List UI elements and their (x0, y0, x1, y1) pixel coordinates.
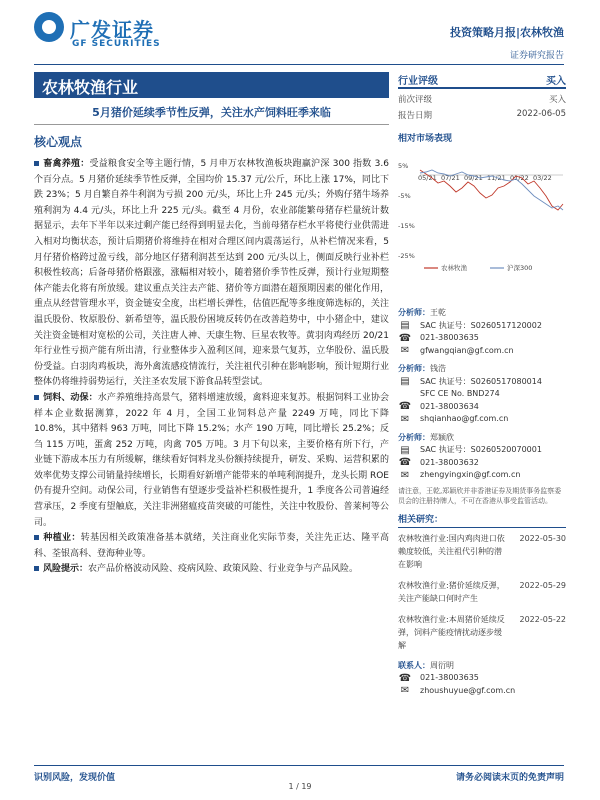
section-text: 水产养殖维持高景气，猪料增速放缓，禽料迎来复苏。根据饲料工业协会样本企业数据测算，2022 年 4 月，全国工业饲料总产量 2249 万吨，同比下降 10.8%，其中猪料 963 万吨，同比下降 15.2%；水产 190 万吨，同比增长 25.2%；反刍 115 万吨，蛋禽 252 万吨，肉禽 705 万吨。3 月下旬以来，主要价格有所下行，产业链下游成本压力有所缓解，继续看好饲料龙头份额持续提升，研发、采购、运营积累的效率优势支撑公司销量持续增长，长期看好新增产能带来的单吨利润提升，龙头长期 ROE 仍有提升空间。动保公司，行业销售有望逐步受益补栏积极性提升，1 季度各公司普遍经营承压，2 季度有望触底，关注非洲猪瘟疫苗突破的可能性，关注中牧股份、普莱柯等公司。 (34, 392, 389, 528)
analyst-cert-row (398, 320, 566, 333)
contact-label: 联系人： (398, 660, 430, 670)
footer-divider (34, 765, 564, 766)
legend-label: 沪深300 (507, 264, 533, 272)
sidebar (398, 72, 566, 697)
prev-rating-row (398, 89, 566, 105)
section-text: 转基因相关政策准备基本就绪，关注商业化实际节奏，关注先正达、隆平高科、荃银高科、登海种业等。 (34, 533, 389, 559)
analyst-email[interactable]: gfwangqian@gf.com.cn (420, 345, 514, 355)
mail-icon: ✉ (400, 413, 410, 425)
analyst-name: 钱浩 (430, 364, 446, 373)
analyst-cert-row (398, 444, 566, 457)
section-feed (34, 391, 389, 531)
title-divider (34, 124, 389, 125)
contact-phone: 021-38003635 (420, 673, 479, 682)
analyst-name: 郑颖欣 (430, 432, 454, 442)
analyst-sfc-row (398, 388, 566, 401)
analyst-phone-row (398, 401, 566, 414)
related-title: 相关研究： (398, 512, 566, 528)
related-text: 农林牧渔行业:国内鸡肉进口依赖度较低，关注祖代引种的潜在影响 (398, 533, 505, 569)
footer-slogan: 识别风险，发现价值 (34, 773, 116, 783)
related-item[interactable] (398, 532, 566, 571)
related-date: 2022-05-30 (519, 533, 566, 543)
analyst-name: 王乾 (430, 308, 446, 317)
phone-icon: ☎ (398, 332, 412, 344)
report-date-label: 报告日期 (398, 111, 433, 121)
analyst-phone: 021-38003634 (420, 401, 479, 411)
mail-icon: ✉ (400, 345, 410, 357)
x-tick-label: 07/21 (441, 174, 460, 182)
market-chart-title: 相对市场表现 (398, 134, 453, 144)
related-date: 2022-05-29 (519, 580, 566, 590)
prev-rating-label: 前次评级 (398, 95, 433, 105)
section-lead: 风险提示： (43, 564, 89, 575)
body-text (34, 157, 389, 578)
bullet-icon (34, 535, 39, 540)
analyst-email-row (398, 345, 566, 358)
report-date-row (398, 105, 566, 121)
analyst-cert: SAC 执证号：S0260520070001 (420, 445, 542, 454)
analyst-phone: 021-38003635 (420, 333, 479, 342)
report-type: 投资策略月报|农林牧渔 (449, 26, 564, 39)
analyst-cert-row (398, 376, 566, 389)
bullet-icon (34, 566, 39, 571)
contact-email[interactable]: zhoushuyue@gf.com.cn (420, 685, 516, 695)
analyst-email-row (398, 469, 566, 482)
market-chart (398, 148, 566, 273)
y-tick-label: -5% (398, 192, 411, 200)
analyst-name-row (398, 432, 566, 445)
analyst-label: 分析师： (398, 432, 430, 442)
section-lead: 种植业： (43, 533, 81, 544)
bullet-icon (34, 395, 39, 400)
analyst-cert: SAC 执证号：S0260517120002 (420, 320, 542, 330)
related-date: 2022-05-22 (519, 614, 566, 624)
analyst-email-row (398, 413, 566, 426)
section-text: 农产品价格波动风险、疫病风险、政策风险、行业竞争与产品风险。 (88, 564, 359, 575)
contact-name: 周衍明 (430, 660, 454, 670)
analyst-block (398, 307, 566, 482)
id-card-icon: ▤ (400, 376, 410, 388)
logo-text: 广发证券 (70, 18, 154, 42)
related-text: 农林牧渔行业:猪价延续反弹，关注产能缺口何时产生 (398, 580, 505, 603)
analyst-label: 分析师： (398, 308, 430, 317)
contact-name-row (398, 660, 566, 673)
x-tick-label: 09/21 (464, 174, 483, 182)
section-risk (34, 562, 389, 578)
related-item[interactable] (398, 613, 566, 652)
y-tick-label: -15% (398, 222, 415, 230)
phone-icon: ☎ (398, 672, 412, 684)
analyst-sfc: SFC CE No. BND274 (420, 389, 500, 398)
related-item[interactable] (398, 579, 566, 605)
page-subtitle: 5月猪价延续季节性反弹，关注水产饲料旺季来临 (92, 106, 331, 119)
report-date-value: 2022-06-05 (516, 109, 566, 119)
section-lead: 饲料、动保： (43, 392, 98, 403)
analyst-phone-row (398, 457, 566, 470)
analyst-cert: SAC 执证号：S0260517080014 (420, 376, 542, 386)
rating-label: 行业评级 (398, 76, 438, 87)
section-planting (34, 531, 389, 562)
y-tick-label: 5% (398, 162, 409, 170)
header-divider (34, 64, 564, 65)
section-text: 受益粮食安全等主题行情，5 月申万农林牧渔板块跑赢沪深 300 指数 3.6 个百分点。5 月猪价延续季节性反弹，全国均价 15.37 元/公斤，环比上涨 17%，同比下跌 23%；5 月自繁自养牛利润为亏损 200 元/头，环比上升 245 元/头；外购仔猪牛场养殖利润为 4.4 元/头，环比上升 225 元/头。截至 4 月份，农业部能繁母猪存栏量统计数据显示，去年下半年以来过剩产能已经得到明显去化，当前母猪存栏水平将使行业供需进入相对均衡状态，预计后期猪价将维持在相对合理区间内震荡运行，从补栏情况来看，5 月仔猪价格跨过盈亏线，部分地区仔猪利润甚至达到 200 元/头以上，侧面反映行业补栏积极性较高；后备母猪价格跟涨，涨幅相对较小，随着猪价季节性反弹，预计行业短期整体产能去化将有所放缓。建议重点关注去产能、猪价等方面潜在超预期因素的催化作用，重点从经营管理水平，资金链安全度，出栏增长弹性，估值匹配等多维度筛选标的，关注温氏股份、牧原股份、新希望等，温氏股份困境反转仍在改善趋势中，中小猪企中，建议关注资金链相对宽松的公司，关注唐人神、天康生物、巨星农牧等。黄羽肉鸡经历 20/21 年行业性亏损产能有所出清，行业整体步入盈利区间，迎来景气复苏，立华股份、温氏股份受益。白羽肉鸡板块，海外禽流感疫情流行，关注祖代引种在影响影响，预计短期行业整体仍将维持弱势运行，关注圣农发展下游食品转型尝试。 (34, 159, 389, 388)
mail-icon: ✉ (400, 469, 410, 481)
core-view-heading: 核心观点 (34, 135, 83, 149)
logo-icon (34, 12, 64, 42)
bullet-icon (34, 161, 39, 166)
x-tick-label: 03/22 (533, 174, 552, 182)
report-sub: 证券研究报告 (509, 51, 564, 61)
contact-block (398, 660, 566, 698)
related-research (398, 512, 566, 652)
disclaimer: 请注意，王乾,郑颖欣并非香港证券及期货事务监察委员会的注册持牌人，不可在香港从事受监管活动。 (398, 486, 562, 505)
x-tick-label: 11/21 (487, 174, 506, 182)
logo-subtext: GF SECURITIES (72, 39, 161, 49)
legend-label: 农林牧渔 (441, 264, 467, 272)
analyst-label: 分析师： (398, 364, 430, 373)
analyst-name-row (398, 363, 566, 376)
analyst-email[interactable]: zhengyingxin@gf.com.cn (420, 470, 521, 479)
phone-icon: ☎ (398, 457, 412, 469)
analyst-phone-row (398, 332, 566, 345)
rating-value: 买入 (546, 76, 566, 87)
x-tick-label: 05/21 (418, 174, 437, 182)
contact-phone-row (398, 672, 566, 685)
rating-header (398, 72, 566, 89)
contact-email-row (398, 685, 566, 698)
prev-rating-value: 买入 (548, 95, 566, 105)
id-card-icon: ▤ (400, 320, 410, 332)
page-number: 1 / 19 (288, 782, 312, 791)
related-text: 农林牧渔行业:本周猪价延续反弹，饲料产能疫情扰动逐步缓解 (398, 614, 505, 650)
phone-icon: ☎ (398, 401, 412, 413)
analyst-phone: 021-38003632 (420, 457, 479, 467)
page-title: 农林牧渔行业 (34, 72, 389, 98)
id-card-icon: ▤ (400, 444, 410, 456)
analyst-email[interactable]: shqianhao@gf.com.cn (420, 414, 509, 423)
section-livestock (34, 157, 389, 391)
y-tick-label: -25% (398, 252, 415, 260)
x-tick-label: 01/22 (510, 174, 529, 182)
analyst-name-row (398, 307, 566, 320)
mail-icon: ✉ (400, 685, 410, 697)
footer-disclaimer-link: 请务必阅读末页的免责声明 (455, 773, 564, 783)
section-lead: 畜禽养殖： (43, 159, 90, 169)
